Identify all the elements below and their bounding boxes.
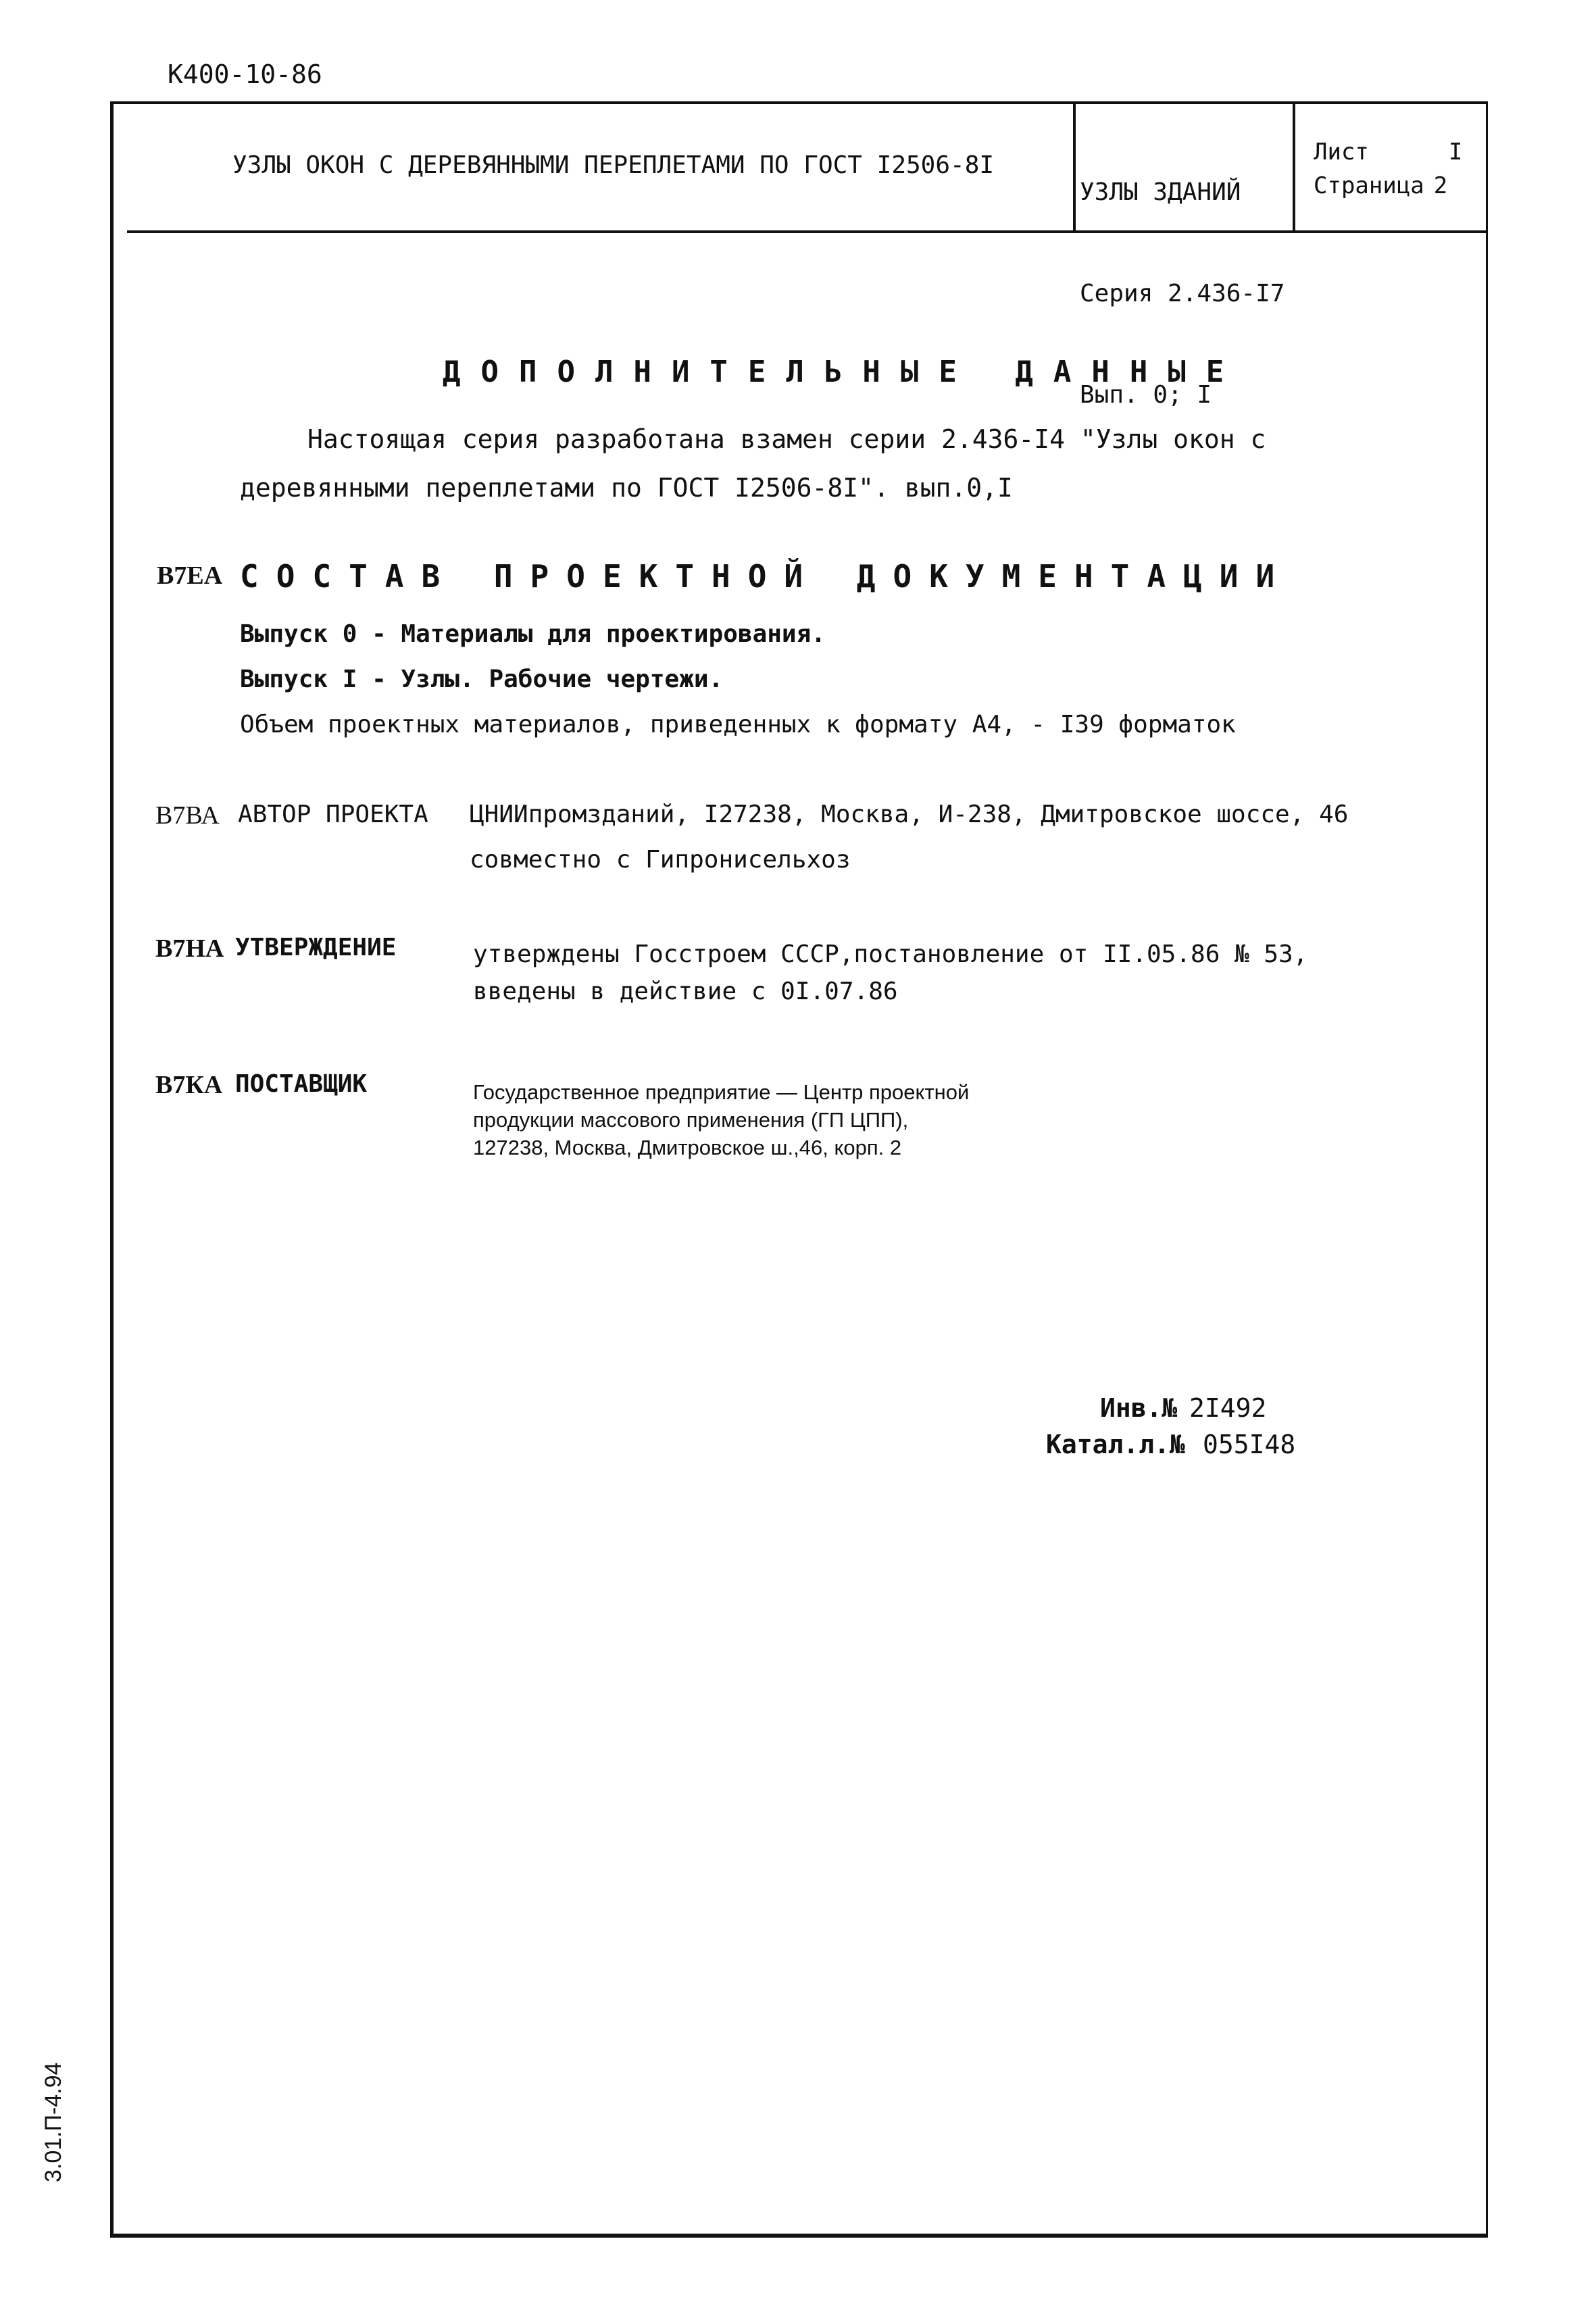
composition-item: Выпуск 0 - Материалы для проектирования.: [240, 620, 826, 648]
approval-line-2: введены в действие с 0I.07.86: [473, 978, 898, 1005]
author-line-2: совместно с Гипронисельхоз: [470, 846, 851, 874]
page-value: 2: [1433, 172, 1448, 199]
stamp-page: [1314, 169, 1462, 203]
inventory-label: Инв.№: [1100, 1393, 1178, 1423]
page-label: Страница: [1314, 172, 1424, 199]
intro-line-2: деревянными переплетами по ГОСТ I2506-8I". вып.0,I: [240, 473, 1013, 503]
supplier-address: [473, 1078, 969, 1161]
stamp-category: УЗЛЫ ЗДАНИЙ: [1080, 178, 1241, 206]
page-heading: ДОПОЛНИТЕЛЬНЫЕ ДАННЫЕ: [443, 355, 1245, 389]
intro-line-1: Настоящая серия разработана взамен серии 2.436-I4 "Узлы окон с: [307, 424, 1266, 454]
approval-label: УТВЕРЖДЕНИЕ: [235, 934, 397, 961]
supplier-label: ПОСТАВЩИК: [235, 1070, 368, 1098]
inventory-number: 2I492: [1189, 1393, 1267, 1423]
supplier-line: 127238, Москва, Дмитровское ш.,46, корп. 2: [473, 1136, 902, 1159]
supplier-line: продукции массового применения (ГП ЦПП),: [473, 1108, 909, 1132]
catalog-number: 055I48: [1203, 1430, 1296, 1459]
stamp-series-block: [1080, 108, 1285, 446]
stamp-issue: Вып. 0; I: [1080, 381, 1212, 409]
approval-code: В7НА: [155, 934, 224, 963]
author-line-1: ЦНИИпромзданий, I27238, Москва, И-238, Дмитровское шоссе, 46: [470, 801, 1349, 828]
author-code: В7ВА: [155, 801, 220, 830]
composition-item: Объем проектных материалов, приведенных к формату А4, - I39 форматок: [240, 711, 1236, 738]
sheet-value: I: [1448, 139, 1463, 166]
stamp-separator: [1073, 101, 1076, 232]
composition-code: В7ЕА: [157, 561, 223, 590]
stamp-separator: [1293, 101, 1295, 232]
stamp-sheet: [1314, 135, 1462, 169]
catalog-label: Катал.л.№: [1046, 1430, 1185, 1459]
stamp-series: Серия 2.436-I7: [1080, 280, 1285, 307]
stamp-title: УЗЛЫ ОКОН С ДЕРЕВЯННЫМИ ПЕРЕПЛЕТАМИ ПО ГОСТ I2506-8I: [232, 151, 995, 179]
side-document-code: 3.01.П-4.94: [41, 2062, 66, 2182]
approval-line-1: утверждены Госстроем СССР,постановление от II.05.86 № 53,: [473, 940, 1308, 968]
author-label: АВТОР ПРОЕКТА: [238, 801, 428, 828]
supplier-line: Государственное предприятие — Центр проектной: [473, 1080, 970, 1104]
stamp-sheet-block: [1314, 135, 1462, 203]
supplier-code: В7КА: [155, 1071, 223, 1099]
composition-title: СОСТАВ ПРОЕКТНОЙ ДОКУМЕНТАЦИИ: [240, 558, 1293, 595]
sheet-label: Лист: [1314, 139, 1369, 166]
document-code: К400-10-86: [168, 59, 322, 89]
composition-item: Выпуск I - Узлы. Рабочие чертежи.: [240, 665, 724, 693]
